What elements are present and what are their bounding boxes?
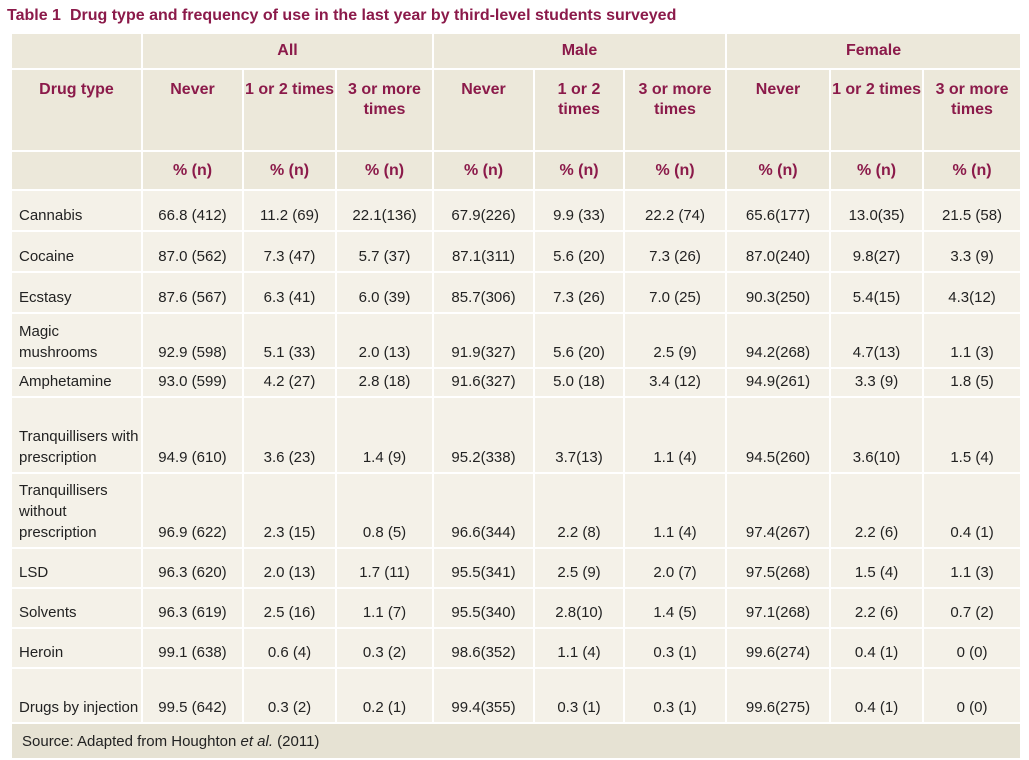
unit-header: % (n)	[534, 151, 624, 190]
value-cell: 65.6(177)	[726, 190, 830, 231]
value-cell: 5.7 (37)	[336, 231, 433, 272]
drug-name-cell: Drugs by injection	[11, 668, 142, 723]
unit-header: % (n)	[624, 151, 726, 190]
drug-frequency-table	[10, 32, 1022, 760]
group-header-male: Male	[433, 33, 726, 69]
value-cell: 2.5 (9)	[534, 548, 624, 588]
header-corner	[11, 33, 142, 69]
value-cell: 1.1 (3)	[923, 313, 1021, 368]
source-prefix: Source: Adapted from Houghton	[22, 732, 241, 750]
value-cell: 93.0 (599)	[142, 368, 243, 397]
value-cell: 2.8 (18)	[336, 368, 433, 397]
unit-header: % (n)	[830, 151, 923, 190]
value-cell: 87.6 (567)	[142, 272, 243, 313]
value-cell: 3.4 (12)	[624, 368, 726, 397]
source-suffix: (2011)	[273, 732, 320, 750]
freq-header-1-2: 1 or 2 times	[243, 69, 336, 151]
value-cell: 1.5 (4)	[923, 397, 1021, 473]
table-row	[11, 272, 1021, 313]
drug-name-cell: Solvents	[11, 588, 142, 628]
value-cell: 91.9(327)	[433, 313, 534, 368]
value-cell: 0.8 (5)	[336, 473, 433, 548]
freq-header-never: Never	[142, 69, 243, 151]
value-cell: 2.0 (7)	[624, 548, 726, 588]
drug-type-header: Drug type	[11, 69, 142, 151]
value-cell: 1.1 (3)	[923, 548, 1021, 588]
freq-header-3-more: 3 or more times	[923, 69, 1021, 151]
value-cell: 97.4(267)	[726, 473, 830, 548]
value-cell: 6.0 (39)	[336, 272, 433, 313]
drug-name-cell: Cocaine	[11, 231, 142, 272]
value-cell: 6.3 (41)	[243, 272, 336, 313]
value-cell: 95.5(340)	[433, 588, 534, 628]
table-row	[11, 473, 1021, 548]
unit-header: % (n)	[726, 151, 830, 190]
value-cell: 97.1(268)	[726, 588, 830, 628]
unit-header: % (n)	[433, 151, 534, 190]
value-cell: 1.4 (9)	[336, 397, 433, 473]
value-cell: 2.2 (8)	[534, 473, 624, 548]
freq-header-1-2: 1 or 2 times	[534, 69, 624, 151]
value-cell: 0.4 (1)	[923, 473, 1021, 548]
table-footer	[11, 723, 1021, 759]
value-cell: 1.4 (5)	[624, 588, 726, 628]
table-row	[11, 668, 1021, 723]
table-row	[11, 231, 1021, 272]
value-cell: 1.1 (7)	[336, 588, 433, 628]
value-cell: 90.3(250)	[726, 272, 830, 313]
value-cell: 0.3 (1)	[624, 668, 726, 723]
value-cell: 87.1(311)	[433, 231, 534, 272]
value-cell: 96.6(344)	[433, 473, 534, 548]
value-cell: 96.3 (619)	[142, 588, 243, 628]
value-cell: 92.9 (598)	[142, 313, 243, 368]
freq-header-1-2: 1 or 2 times	[830, 69, 923, 151]
value-cell: 2.0 (13)	[336, 313, 433, 368]
freq-header-never: Never	[433, 69, 534, 151]
value-cell: 2.5 (16)	[243, 588, 336, 628]
table-title	[7, 5, 676, 27]
value-cell: 2.0 (13)	[243, 548, 336, 588]
value-cell: 13.0(35)	[830, 190, 923, 231]
value-cell: 7.3 (26)	[624, 231, 726, 272]
value-cell: 11.2 (69)	[243, 190, 336, 231]
value-cell: 94.9(261)	[726, 368, 830, 397]
value-cell: 0.3 (1)	[624, 628, 726, 668]
value-cell: 5.6 (20)	[534, 313, 624, 368]
value-cell: 3.7(13)	[534, 397, 624, 473]
table-header	[11, 33, 1021, 190]
value-cell: 91.6(327)	[433, 368, 534, 397]
value-cell: 0.3 (2)	[243, 668, 336, 723]
source-italic: et al.	[240, 732, 274, 750]
value-cell: 9.9 (33)	[534, 190, 624, 231]
value-cell: 4.2 (27)	[243, 368, 336, 397]
table-number: Table 1	[7, 7, 61, 24]
table-title-text: Drug type and frequency of use in the last year by third-level students surveyed	[69, 7, 677, 24]
value-cell: 9.8(27)	[830, 231, 923, 272]
value-cell: 7.3 (26)	[534, 272, 624, 313]
value-cell: 2.3 (15)	[243, 473, 336, 548]
value-cell: 0.3 (1)	[534, 668, 624, 723]
value-cell: 5.6 (20)	[534, 231, 624, 272]
value-cell: 3.3 (9)	[923, 231, 1021, 272]
value-cell: 87.0 (562)	[142, 231, 243, 272]
value-cell: 0 (0)	[923, 668, 1021, 723]
drug-name-cell: LSD	[11, 548, 142, 588]
value-cell: 87.0(240)	[726, 231, 830, 272]
freq-header-3-more: 3 or more times	[624, 69, 726, 151]
value-cell: 99.5 (642)	[142, 668, 243, 723]
value-cell: 2.2 (6)	[830, 588, 923, 628]
value-cell: 67.9(226)	[433, 190, 534, 231]
unit-header: % (n)	[336, 151, 433, 190]
value-cell: 7.0 (25)	[624, 272, 726, 313]
value-cell: 85.7(306)	[433, 272, 534, 313]
table-row	[11, 548, 1021, 588]
group-header-female: Female	[726, 33, 1021, 69]
value-cell: 4.7(13)	[830, 313, 923, 368]
value-cell: 0.2 (1)	[336, 668, 433, 723]
value-cell: 0 (0)	[923, 628, 1021, 668]
unit-header: % (n)	[243, 151, 336, 190]
value-cell: 94.2(268)	[726, 313, 830, 368]
value-cell: 3.6 (23)	[243, 397, 336, 473]
drug-name-cell: Amphetamine	[11, 368, 142, 397]
drug-name-cell: Tranquillisers with prescription	[11, 397, 142, 473]
value-cell: 99.1 (638)	[142, 628, 243, 668]
value-cell: 1.1 (4)	[624, 397, 726, 473]
unit-header: % (n)	[923, 151, 1021, 190]
value-cell: 99.4(355)	[433, 668, 534, 723]
value-cell: 0.3 (2)	[336, 628, 433, 668]
value-cell: 7.3 (47)	[243, 231, 336, 272]
unit-header-blank	[11, 151, 142, 190]
table-row	[11, 628, 1021, 668]
value-cell: 94.5(260)	[726, 397, 830, 473]
value-cell: 4.3(12)	[923, 272, 1021, 313]
value-cell: 2.8(10)	[534, 588, 624, 628]
value-cell: 66.8 (412)	[142, 190, 243, 231]
value-cell: 1.1 (4)	[624, 473, 726, 548]
value-cell: 96.3 (620)	[142, 548, 243, 588]
value-cell: 1.8 (5)	[923, 368, 1021, 397]
table-row	[11, 397, 1021, 473]
value-cell: 22.2 (74)	[624, 190, 726, 231]
drug-name-cell: Cannabis	[11, 190, 142, 231]
value-cell: 3.6(10)	[830, 397, 923, 473]
value-cell: 95.2(338)	[433, 397, 534, 473]
table-body	[11, 190, 1021, 723]
drug-name-cell: Heroin	[11, 628, 142, 668]
value-cell: 22.1(136)	[336, 190, 433, 231]
value-cell: 0.4 (1)	[830, 668, 923, 723]
value-cell: 99.6(274)	[726, 628, 830, 668]
value-cell: 5.0 (18)	[534, 368, 624, 397]
value-cell: 2.5 (9)	[624, 313, 726, 368]
value-cell: 1.7 (11)	[336, 548, 433, 588]
drug-name-cell: Ecstasy	[11, 272, 142, 313]
value-cell: 1.5 (4)	[830, 548, 923, 588]
freq-header-3-more: 3 or more times	[336, 69, 433, 151]
value-cell: 5.1 (33)	[243, 313, 336, 368]
table-row	[11, 368, 1021, 397]
value-cell: 1.1 (4)	[534, 628, 624, 668]
drug-name-cell: Magic mushrooms	[11, 313, 142, 368]
unit-header: % (n)	[142, 151, 243, 190]
value-cell: 0.6 (4)	[243, 628, 336, 668]
value-cell: 98.6(352)	[433, 628, 534, 668]
table-row	[11, 588, 1021, 628]
value-cell: 97.5(268)	[726, 548, 830, 588]
value-cell: 5.4(15)	[830, 272, 923, 313]
value-cell: 21.5 (58)	[923, 190, 1021, 231]
freq-header-never: Never	[726, 69, 830, 151]
table-row	[11, 190, 1021, 231]
value-cell: 96.9 (622)	[142, 473, 243, 548]
value-cell: 95.5(341)	[433, 548, 534, 588]
source-note	[11, 723, 1021, 759]
table-row	[11, 313, 1021, 368]
value-cell: 2.2 (6)	[830, 473, 923, 548]
value-cell: 3.3 (9)	[830, 368, 923, 397]
value-cell: 0.4 (1)	[830, 628, 923, 668]
value-cell: 94.9 (610)	[142, 397, 243, 473]
drug-name-cell: Tranquillisers without prescription	[11, 473, 142, 548]
value-cell: 99.6(275)	[726, 668, 830, 723]
group-header-all: All	[142, 33, 433, 69]
value-cell: 0.7 (2)	[923, 588, 1021, 628]
